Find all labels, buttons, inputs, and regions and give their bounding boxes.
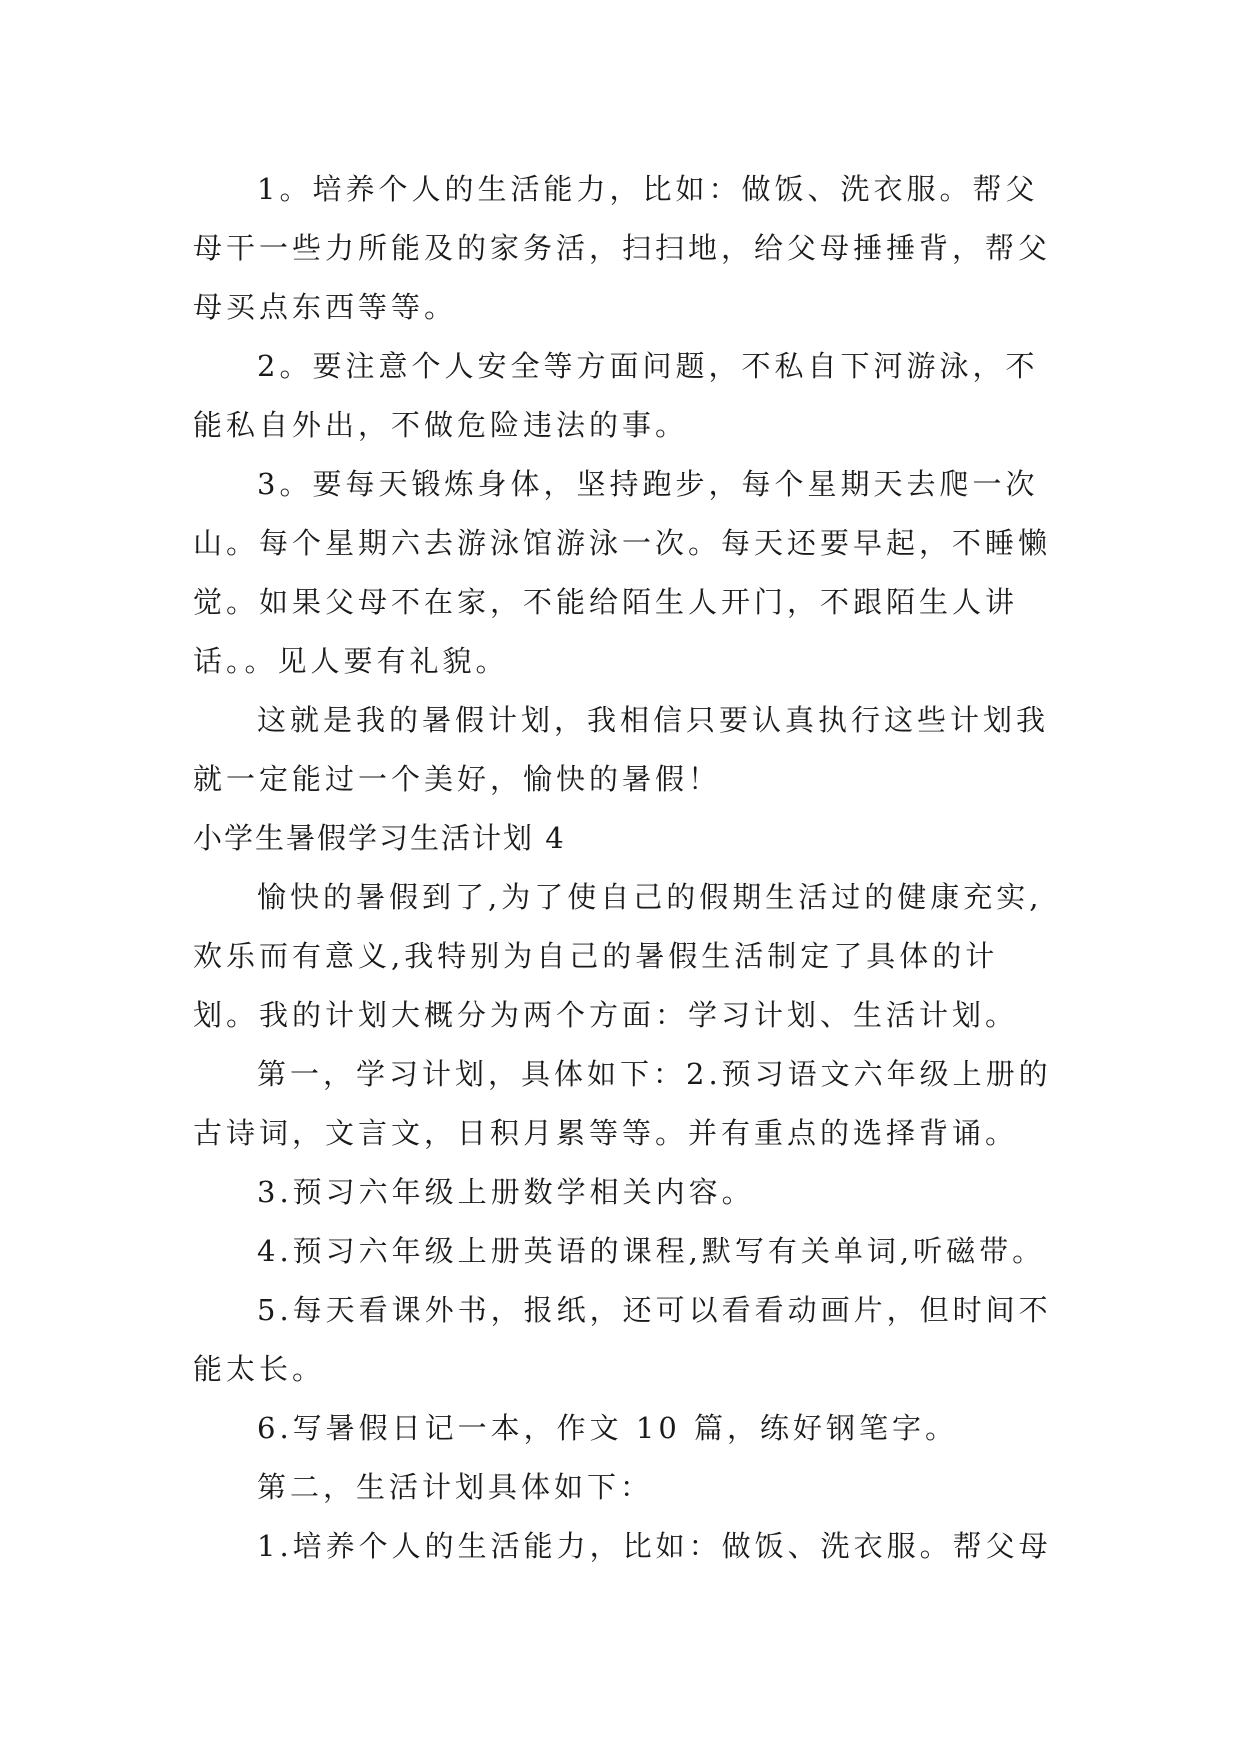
paragraph-exercise: 3。要每天锻炼身体，坚持跑步，每个星期天去爬一次山。每个星期六去游泳馆游泳一次。每天还要早起，不睡懒觉。如果父母不在家，不能给陌生人开门，不跟陌生人讲话。。见人要有礼貌。 [193, 467, 1052, 678]
paragraph-intro: 愉快的暑假到了,为了使自己的假期生活过的健康充实,欢乐而有意义,我特别为自己的暑假生活制定了具体的计划。我的计划大概分为两个方面：学习计划、生活计划。 [193, 880, 1043, 1032]
paragraph-life-plan: 第二，生活计划具体如下： [257, 1470, 654, 1504]
paragraph-reading: 5.每天看课外书，报纸，还可以看看动画片，但时间不能太长。 [193, 1293, 1052, 1386]
paragraph-conclusion: 这就是我的暑假计划，我相信只要认真执行这些计划我就一定能过一个美好，愉快的暑假！ [193, 703, 1050, 796]
paragraph-math: 3.预习六年级上册数学相关内容。 [257, 1175, 755, 1209]
document-body [193, 160, 1053, 1576]
section-title: 小学生暑假学习生活计划 4 [193, 821, 566, 855]
paragraph-study-plan: 第一，学习计划，具体如下：2.预习语文六年级上册的古诗词，文言文，日积月累等等。并有重点的选择背诵。 [193, 1057, 1052, 1150]
paragraph-life-skills: 1。培养个人的生活能力，比如：做饭、洗衣服。帮父母干一些力所能及的家务活，扫扫地，给父母捶捶背，帮父母买点东西等等。 [193, 172, 1052, 324]
paragraph-life-skills-2: 1.培养个人的生活能力，比如：做饭、洗衣服。帮父母 [257, 1529, 1052, 1563]
paragraph-safety: 2。要注意个人安全等方面问题，不私自下河游泳，不能私自外出，不做危险违法的事。 [193, 349, 1039, 442]
paragraph-english: 4.预习六年级上册英语的课程,默写有关单词,听磁带。 [257, 1234, 1046, 1268]
paragraph-diary: 6.写暑假日记一本，作文 10 篇，练好钢笔字。 [257, 1411, 959, 1445]
